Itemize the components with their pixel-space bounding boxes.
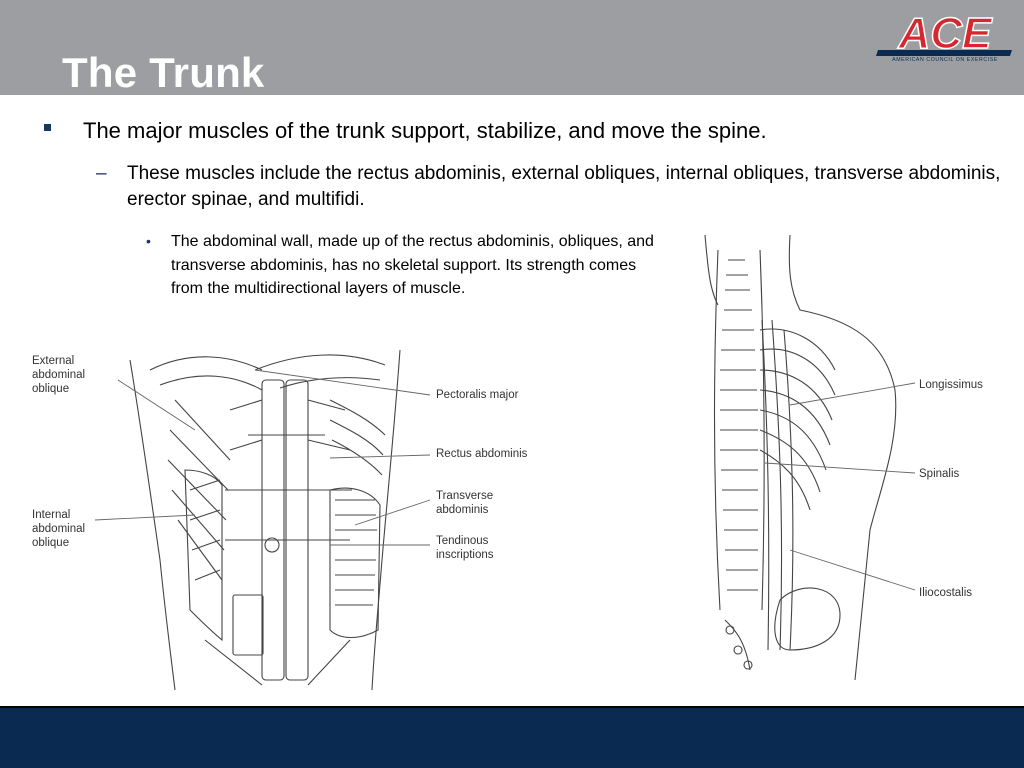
- label-external-abdominal-oblique: External abdominal oblique: [32, 355, 86, 395]
- square-bullet-icon: [44, 124, 51, 131]
- label-transverse-abdominis: Transverse abdominis: [436, 490, 494, 516]
- ace-logo-subtext: AMERICAN COUNCIL ON EXERCISE: [892, 57, 998, 63]
- label-longissimus: Longissimus: [919, 379, 983, 391]
- bullet-level-3-text: The abdominal wall, made up of the rectus abdominis, obliques, and transverse abdominis, has no skeletal support. Its strength comes from the multidirectional layers of muscle.: [171, 233, 654, 297]
- bullet-level-2-text: These muscles include the rectus abdominis, external obliques, internal obliques, transverse abdominis, erector spinae, and multifidi.: [127, 163, 1001, 210]
- abdomen-figure: [0, 340, 560, 700]
- title-bar: [0, 0, 1024, 95]
- ace-logo-icon: [870, 6, 1020, 64]
- label-rectus-abdominis: Rectus abdominis: [436, 448, 528, 460]
- dot-bullet: •: [146, 233, 151, 249]
- label-internal-abdominal-oblique: Internal abdominal oblique: [32, 509, 86, 549]
- label-tendinous-inscriptions: Tendinous inscriptions: [436, 535, 494, 561]
- label-iliocostalis: Iliocostalis: [919, 587, 973, 599]
- dash-bullet: –: [96, 163, 107, 184]
- footer-bar: [0, 706, 1024, 768]
- label-spinalis: Spinalis: [919, 468, 960, 480]
- back-illustration: [690, 230, 1024, 690]
- ace-logo-text: ACE: [898, 9, 992, 58]
- label-pectoralis-major: Pectoralis major: [436, 389, 519, 401]
- back-figure: [690, 230, 1024, 690]
- slide-title: The Trunk: [62, 49, 265, 96]
- bullet-level-1-text: The major muscles of the trunk support, stabilize, and move the spine.: [83, 118, 767, 143]
